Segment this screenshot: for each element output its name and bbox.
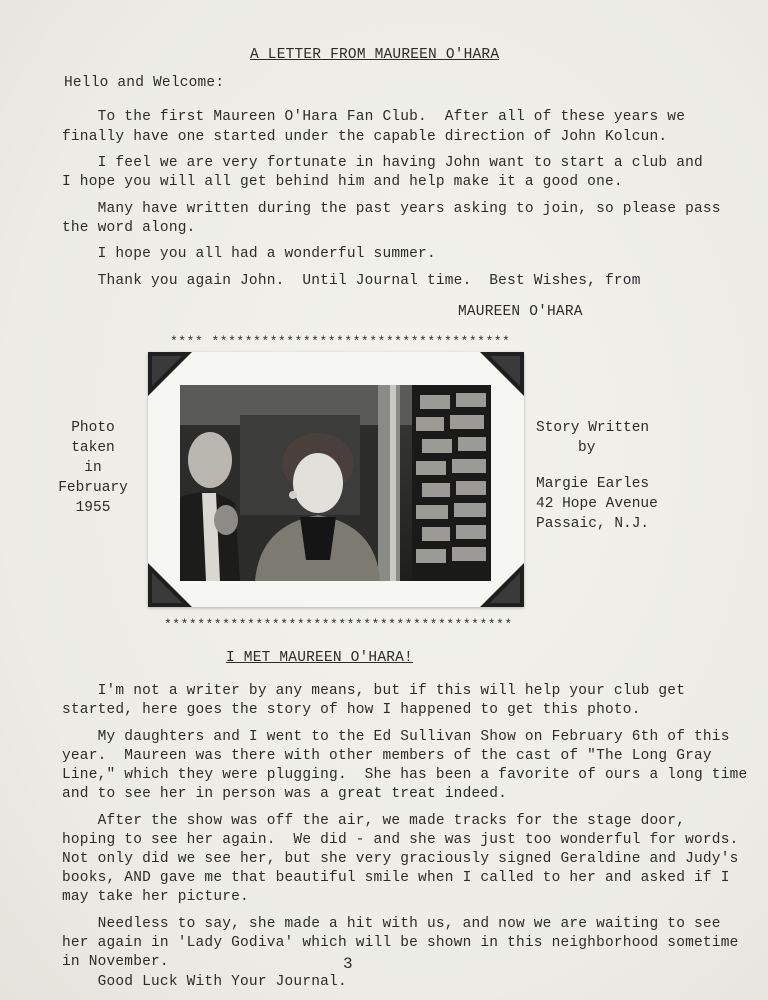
photo-corner-top-left bbox=[148, 352, 192, 396]
photo-corner-bottom-right bbox=[480, 563, 524, 607]
divider-stars-bottom: ****************************************** bbox=[164, 617, 513, 632]
letter-line: Thank you again John. Until Journal time. Best Wishes, from bbox=[62, 273, 641, 289]
story-line: Line," which they were plugging. She has been a favorite of ours a long time bbox=[62, 767, 748, 783]
caption-line: February bbox=[58, 480, 128, 496]
divider-stars-top: **** ************************************ bbox=[170, 334, 511, 349]
story-line: Good Luck With Your Journal. bbox=[62, 974, 347, 990]
photo-caption-right bbox=[536, 418, 666, 534]
letter-line: I hope you will all get behind him and help make it a good one. bbox=[62, 174, 623, 190]
story-line: may take her picture. bbox=[62, 889, 249, 905]
photo-illustration bbox=[180, 385, 491, 581]
photograph bbox=[180, 385, 491, 581]
caption-line: Passaic, N.J. bbox=[536, 516, 650, 532]
photo-mount bbox=[148, 352, 524, 607]
story-line: My daughters and I went to the Ed Sullivan Show on February 6th of this bbox=[62, 729, 730, 745]
page-number: 3 bbox=[343, 955, 353, 973]
story-line: and to see her in person was a great treat indeed. bbox=[62, 786, 508, 802]
story-line: in November. bbox=[62, 954, 169, 970]
photo-caption-left bbox=[50, 418, 136, 518]
story-line: started, here goes the story of how I happened to get this photo. bbox=[62, 702, 641, 718]
photo-corner-bottom-left bbox=[148, 563, 192, 607]
caption-line: by bbox=[578, 440, 596, 456]
letter-line: the word along. bbox=[62, 220, 196, 236]
caption-line: taken bbox=[71, 440, 115, 456]
caption-line: 1955 bbox=[75, 500, 111, 516]
story-line: After the show was off the air, we made tracks for the stage door, bbox=[62, 813, 686, 829]
letter-line: To the first Maureen O'Hara Fan Club. After all of these years we bbox=[62, 109, 686, 125]
story-line: Not only did we see her, but she very graciously signed Geraldine and Judy's bbox=[62, 851, 739, 867]
caption-line: 42 Hope Avenue bbox=[536, 496, 658, 512]
letter-line: I feel we are very fortunate in having John want to start a club and bbox=[62, 155, 703, 171]
letter-line: finally have one started under the capable direction of John Kolcun. bbox=[62, 129, 668, 145]
letter-line: Many have written during the past years asking to join, so please pass bbox=[62, 201, 721, 217]
story-title: I MET MAUREEN O'HARA! bbox=[226, 650, 413, 666]
caption-line: Photo bbox=[71, 420, 115, 436]
story-line: year. Maureen was there with other members of the cast of "The Long Gray bbox=[62, 748, 712, 764]
letter-greeting: Hello and Welcome: bbox=[64, 75, 225, 91]
story-line: her again in 'Lady Godiva' which will be shown in this neighborhood sometime bbox=[62, 935, 739, 951]
letter-signature: MAUREEN O'HARA bbox=[458, 304, 583, 320]
letter-line: I hope you all had a wonderful summer. bbox=[62, 246, 436, 262]
story-line: I'm not a writer by any means, but if this will help your club get bbox=[62, 683, 686, 699]
story-line: hoping to see her again. We did - and she was just too wonderful for words. bbox=[62, 832, 739, 848]
story-line: Needless to say, she made a hit with us, and now we are waiting to see bbox=[62, 916, 721, 932]
caption-line: in bbox=[84, 460, 102, 476]
caption-line: Story Written bbox=[536, 420, 650, 436]
letter-title: A LETTER FROM MAUREEN O'HARA bbox=[250, 47, 500, 63]
photo-corner-top-right bbox=[480, 352, 524, 396]
story-line: books, AND gave me that beautiful smile when I called to her and asked if I bbox=[62, 870, 730, 886]
caption-line: Margie Earles bbox=[536, 476, 650, 492]
